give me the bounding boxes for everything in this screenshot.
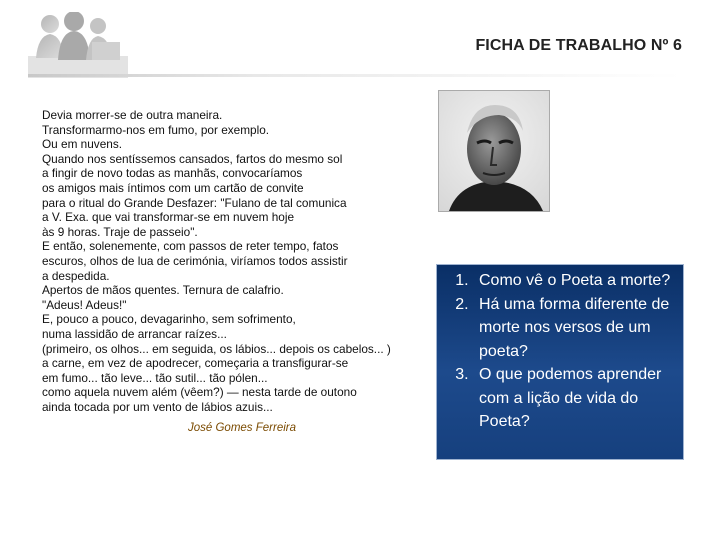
questions-panel bbox=[436, 264, 684, 460]
poem-line: a V. Exa. que vai transformar-se em nuvem hoje bbox=[42, 210, 295, 225]
poet-portrait-photo bbox=[438, 90, 550, 212]
poem-line: a despedida. bbox=[42, 268, 110, 283]
poem-line: como aquela nuvem além (vêem?) — nesta tarde de outono bbox=[42, 385, 357, 400]
questions-list bbox=[437, 269, 677, 434]
poem-line: ainda tocada por um vento de lábios azuis... bbox=[42, 399, 273, 414]
header-divider bbox=[28, 74, 682, 77]
page-title: FICHA DE TRABALHO Nº 6 bbox=[475, 37, 682, 54]
poem-text bbox=[42, 108, 442, 414]
poem-line: para o ritual do Grande Desfazer: "Fulano de tal comunica bbox=[42, 195, 347, 210]
poem-line: Devia morrer-se de outra maneira. bbox=[42, 108, 223, 122]
poem-line: em fumo... tão leve... tão sutil... tão pólen... bbox=[42, 370, 268, 385]
poem-author: José Gomes Ferreira bbox=[188, 422, 297, 434]
poem-line: a fingir de novo todas as manhãs, convocaríamos bbox=[42, 166, 303, 181]
poem-line: Apertos de mãos quentes. Ternura de calafrio. bbox=[42, 283, 284, 298]
poem-line: os amigos mais íntimos com um cartão de convite bbox=[42, 180, 304, 195]
poem-line: "Adeus! Adeus!" bbox=[42, 297, 127, 312]
poem-line: Quando nos sentíssemos cansados, fartos do mesmo sol bbox=[42, 151, 343, 166]
poem-line: (primeiro, os olhos... em seguida, os lábios... depois os cabelos... ) bbox=[42, 341, 391, 356]
poem-line: escuros, olhos de lua de cerimónia, viríamos todos assistir bbox=[42, 253, 348, 268]
poem-line: E então, solenemente, com passos de reter tempo, fatos bbox=[42, 239, 339, 254]
poem-line: E, pouco a pouco, devagarinho, sem sofrimento, bbox=[42, 312, 296, 327]
question-item: 1. Como vê o Poeta a morte? bbox=[473, 269, 677, 293]
poem-line: numa lassidão de arrancar raízes... bbox=[42, 326, 227, 341]
people-silhouette-logo bbox=[28, 12, 128, 78]
poem-line: a carne, em vez de apodrecer, começaria a transfigurar-se bbox=[42, 356, 349, 371]
poem-line: às 9 horas. Traje de passeio". bbox=[42, 224, 198, 239]
question-item: 2. Há uma forma diferente de morte nos versos de um poeta? bbox=[473, 293, 677, 364]
question-item: 3. O que podemos aprender com a lição de vida do Poeta? bbox=[473, 363, 677, 434]
poem-line: Ou em nuvens. bbox=[42, 137, 122, 152]
poem-line: Transformarmo-nos em fumo, por exemplo. bbox=[42, 122, 270, 137]
